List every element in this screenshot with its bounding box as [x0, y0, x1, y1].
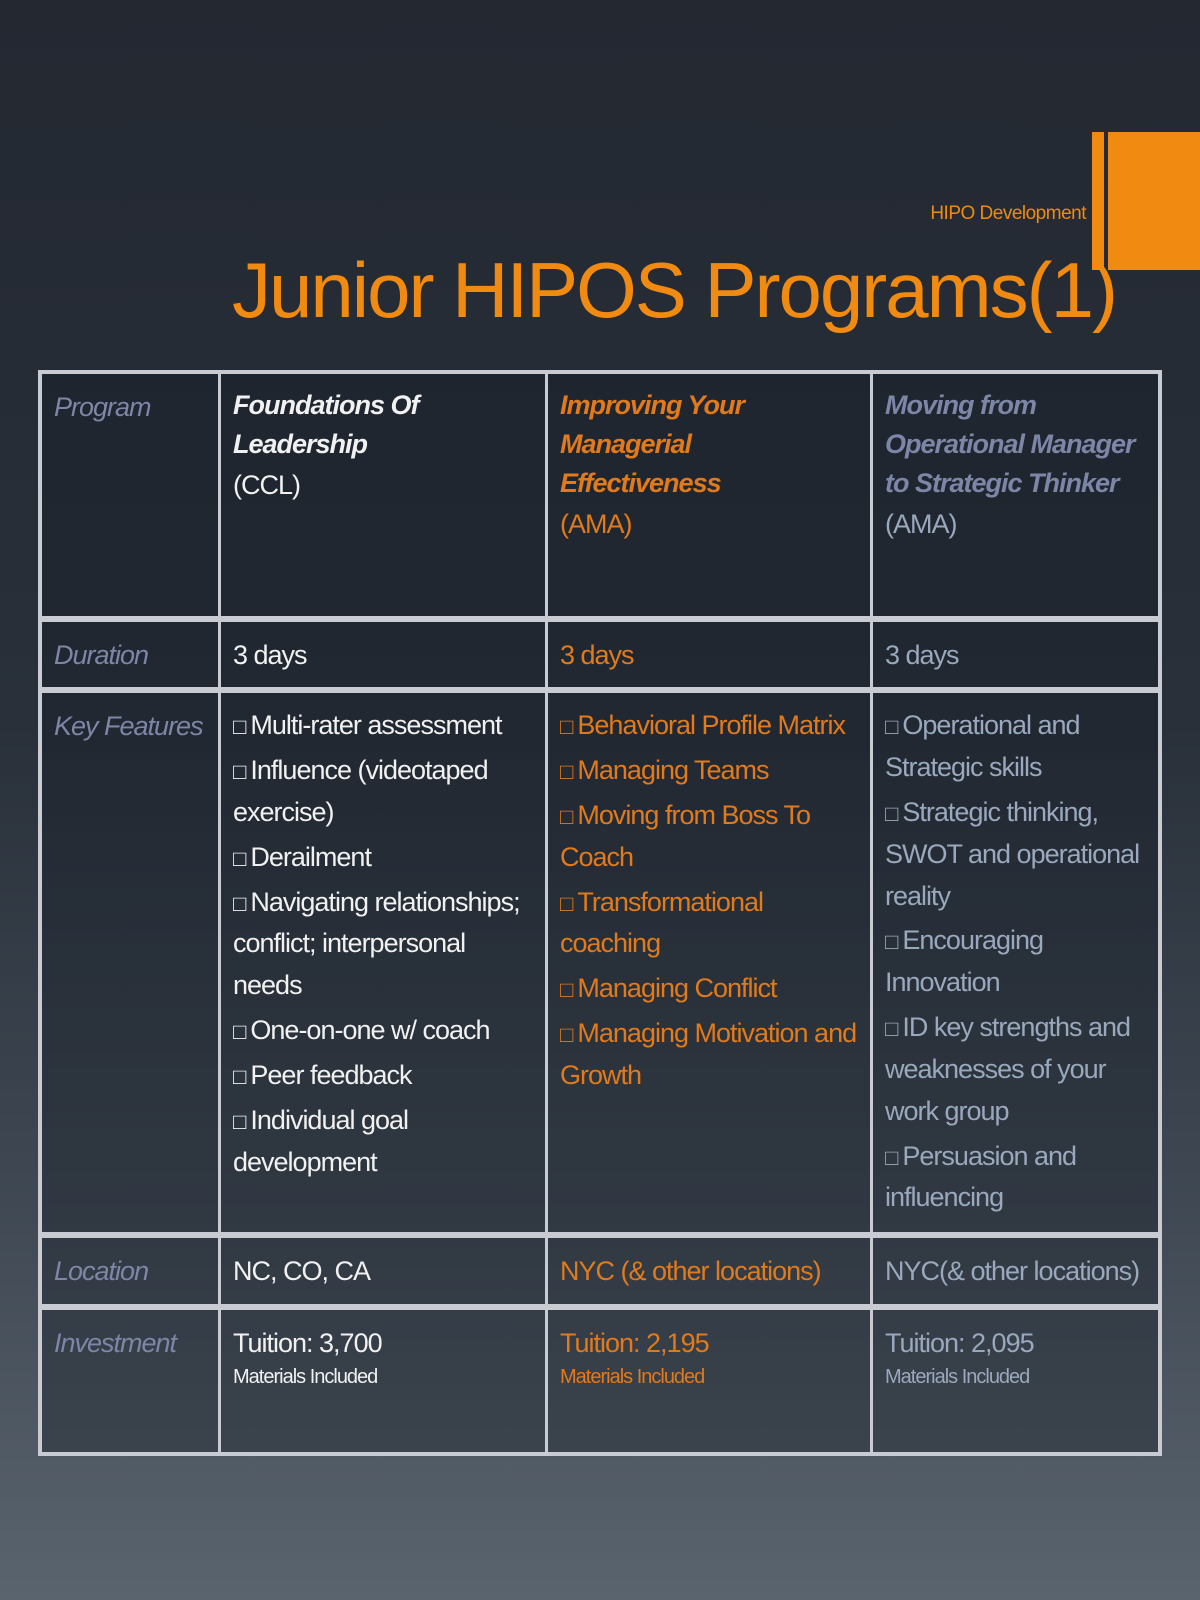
section-label: HIPO Development [930, 203, 1086, 224]
program-org: (AMA) [885, 509, 957, 540]
list-item: □ Persuasion and influencing [885, 1136, 1146, 1220]
features-list [560, 705, 858, 1097]
tuition-value: Tuition: 2,195 [560, 1327, 709, 1358]
accent-bar [1108, 132, 1200, 270]
program-cell-ccl [220, 372, 547, 619]
list-item: □ Moving from Boss To Coach [560, 795, 858, 879]
row-label-investment: Investment [40, 1307, 220, 1454]
table-row-program [40, 372, 1160, 619]
features-cell [547, 690, 872, 1235]
location-cell: NYC (& other locations) [547, 1235, 872, 1306]
list-item: □ Multi-rater assessment [233, 705, 533, 747]
location-cell: NC, CO, CA [220, 1235, 547, 1306]
list-item: □ Derailment [233, 837, 533, 879]
investment-cell [220, 1307, 547, 1454]
row-label-duration: Duration [40, 619, 220, 690]
list-item: □ Strategic thinking, SWOT and operational reality [885, 792, 1146, 918]
list-item: □ Operational and Strategic skills [885, 705, 1146, 789]
row-label-program: Program [40, 372, 220, 619]
location-cell: NYC(& other locations) [872, 1235, 1161, 1306]
table-row-features [40, 690, 1160, 1235]
features-cell [220, 690, 547, 1235]
list-item: □ Transformational coaching [560, 882, 858, 966]
list-item: □ One-on-one w/ coach [233, 1010, 533, 1052]
features-list [233, 705, 533, 1183]
list-item: □ Individual goal development [233, 1100, 533, 1184]
slide-title: Junior HIPOS Programs(1) [232, 246, 1116, 334]
program-cell-ama-managerial [547, 372, 872, 619]
tuition-value: Tuition: 3,700 [233, 1327, 382, 1358]
features-cell [872, 690, 1161, 1235]
duration-cell: 3 days [872, 619, 1161, 690]
tuition-value: Tuition: 2,095 [885, 1327, 1034, 1358]
table-row-investment [40, 1307, 1160, 1454]
materials-note: Materials Included [885, 1365, 1030, 1388]
list-item: □ Influence (videotaped exercise) [233, 750, 533, 834]
table-row-duration [40, 619, 1160, 690]
program-name: Foundations Of Leadership [233, 390, 419, 460]
program-org: (AMA) [560, 509, 632, 540]
program-cell-ama-strategic [872, 372, 1161, 619]
duration-cell: 3 days [547, 619, 872, 690]
program-name: Moving from Operational Manager to Strategic Thinker [885, 390, 1135, 499]
list-item: □ Behavioral Profile Matrix [560, 705, 858, 747]
list-item: □ ID key strengths and weaknesses of your work group [885, 1007, 1146, 1133]
list-item: □ Peer feedback [233, 1055, 533, 1097]
programs-table [38, 370, 1162, 1456]
table-row-location [40, 1235, 1160, 1306]
program-org: (CCL) [233, 470, 300, 501]
row-label-features: Key Features [40, 690, 220, 1235]
list-item: □ Navigating relationships; conflict; interpersonal needs [233, 882, 533, 1008]
materials-note: Materials Included [560, 1365, 705, 1388]
investment-cell [547, 1307, 872, 1454]
row-label-location: Location [40, 1235, 220, 1306]
list-item: □ Managing Conflict [560, 968, 858, 1010]
list-item: □ Managing Motivation and Growth [560, 1013, 858, 1097]
list-item: □ Managing Teams [560, 750, 858, 792]
program-name: Improving Your Managerial Effectiveness [560, 390, 745, 499]
investment-cell [872, 1307, 1161, 1454]
features-list [885, 705, 1146, 1219]
list-item: □ Encouraging Innovation [885, 920, 1146, 1004]
duration-cell: 3 days [220, 619, 547, 690]
materials-note: Materials Included [233, 1365, 378, 1388]
